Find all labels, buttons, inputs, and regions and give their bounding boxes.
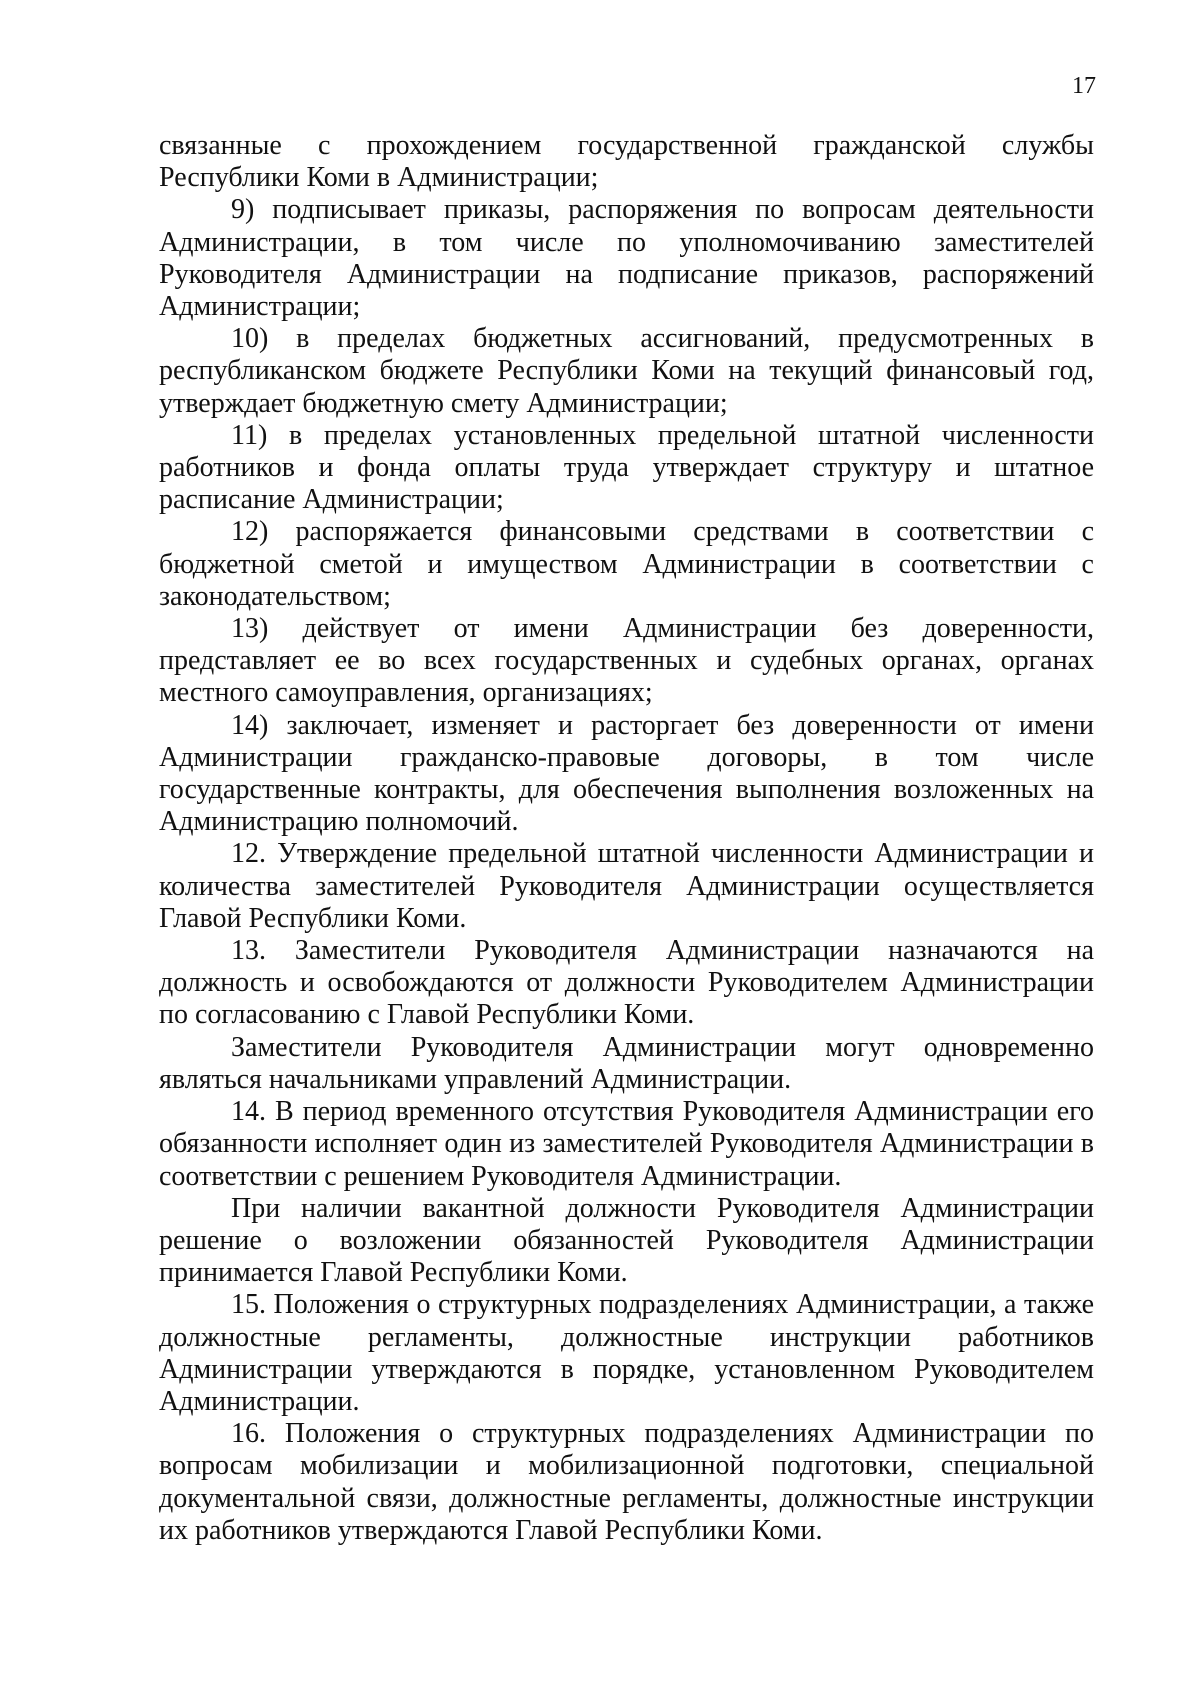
paragraph-subitem-10: 10) в пределах бюджетных ассигнований, предусмотренных в республиканском бюджете Республики Коми на текущий финансовый год, утверждает бюджетную смету Администрации; <box>159 323 1094 419</box>
paragraph-subitem-9: 9) подписывает приказы, распоряжения по вопросам деятельности Администрации, в том числе по уполномочиванию заместителей Руководителя Администрации на подписание приказов, распоряжений Администрации; <box>159 194 1094 323</box>
page-number: 17 <box>1072 73 1096 99</box>
paragraph-subitem-14: 14) заключает, изменяет и расторгает без доверенности от имени Администрации гражданско-правовые договоры, в том числе государственные контракты, для обеспечения выполнения возложенных на Администрацию полномочий. <box>159 709 1094 838</box>
paragraph-continued: связанные с прохождением государственной гражданской службы Республики Коми в Администрации; <box>159 130 1094 194</box>
paragraph-item-14: 14. В период временного отсутствия Руководителя Администрации его обязанности исполняет один из заместителей Руководителя Администрации в соответствии с решением Руководителя Администрации. <box>159 1096 1094 1192</box>
paragraph-item-15: 15. Положения о структурных подразделениях Администрации, а также должностные регламенты, должностные инструкции работников Администрации утверждаются в порядке, установленном Руководителем Администрации. <box>159 1289 1094 1417</box>
document-body <box>159 130 1094 1547</box>
paragraph-subitem-12: 12) распоряжается финансовыми средствами в соответствии с бюджетной сметой и имуществом Администрации в соответствии с законодательством; <box>159 516 1094 612</box>
paragraph-item-13-continued: Заместители Руководителя Администрации могут одновременно являться начальниками управлений Администрации. <box>159 1031 1094 1095</box>
paragraph-item-12: 12. Утверждение предельной штатной численности Администрации и количества заместителей Руководителя Администрации осуществляется Главой Республики Коми. <box>159 838 1094 934</box>
paragraph-item-13: 13. Заместители Руководителя Администрации назначаются на должность и освобождаются от должности Руководителем Администрации по согласованию с Главой Республики Коми. <box>159 935 1094 1031</box>
paragraph-subitem-11: 11) в пределах установленных предельной штатной численности работников и фонда оплаты труда утверждает структуру и штатное расписание Администрации; <box>159 419 1094 516</box>
paragraph-item-16: 16. Положения о структурных подразделениях Администрации по вопросам мобилизации и мобилизационной подготовки, специальной документальной связи, должностные регламенты, должностные инструкции их работников утверждаются Главой Республики Коми. <box>159 1418 1094 1546</box>
paragraph-item-14-continued: При наличии вакантной должности Руководителя Администрации решение о возложении обязанностей Руководителя Администрации принимается Главой Республики Коми. <box>159 1192 1094 1289</box>
paragraph-subitem-13: 13) действует от имени Администрации без доверенности, представляет ее во всех государственных и судебных органах, органах местного самоуправления, организациях; <box>159 613 1094 709</box>
